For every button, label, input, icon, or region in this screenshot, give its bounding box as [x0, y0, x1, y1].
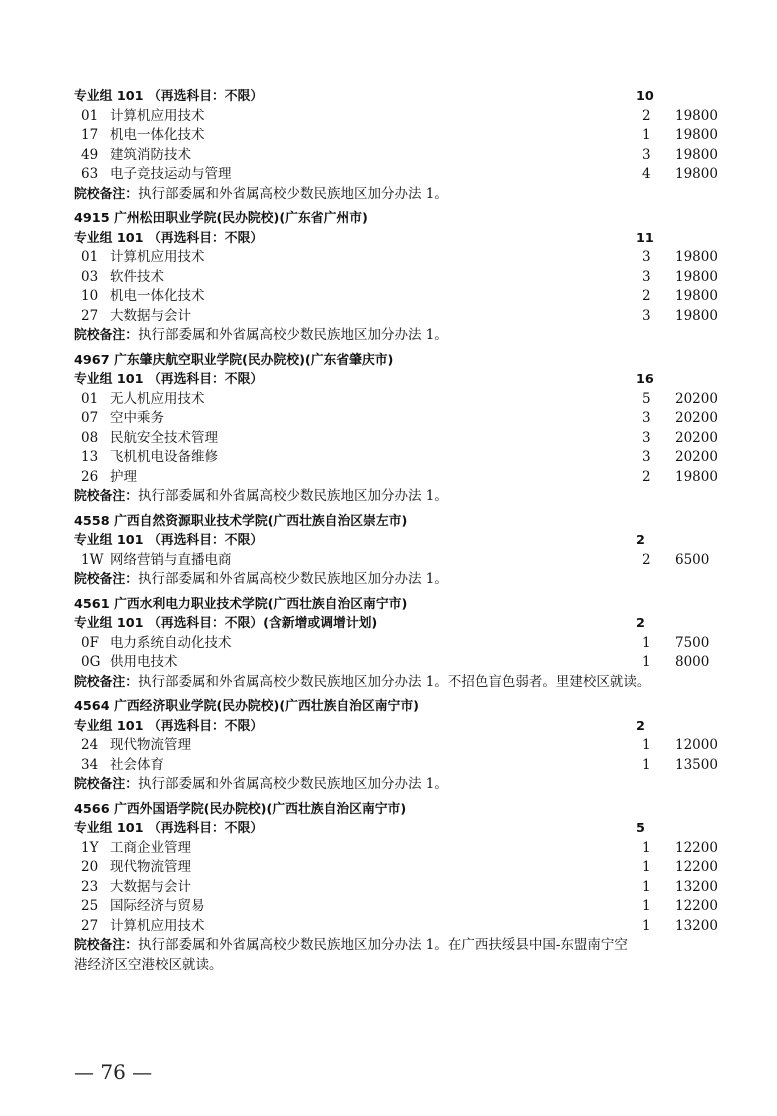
major-tuition: 7500: [675, 634, 710, 651]
major-plan-count: 2: [642, 288, 651, 304]
major-code: 24: [81, 737, 99, 753]
major-tuition: 20200: [675, 410, 718, 426]
major-code: 27: [81, 917, 99, 934]
school-block: [74, 697, 724, 795]
major-code: 1W: [81, 551, 104, 568]
major-tuition: 19800: [675, 468, 718, 485]
major-tuition: 20200: [675, 390, 718, 407]
major-row: [74, 429, 724, 449]
major-row: [74, 736, 724, 756]
major-name: 软件技术: [110, 268, 164, 285]
major-plan-count: 1: [642, 127, 651, 143]
major-plan-count: 3: [642, 449, 651, 465]
major-row: [74, 448, 724, 468]
major-row: [74, 390, 724, 410]
major-code: 08: [81, 429, 99, 446]
major-name: 社会体育: [110, 756, 164, 773]
group-plan-count: 10: [636, 89, 654, 104]
note-label: 院校备注：: [74, 489, 138, 504]
major-code: 07: [81, 410, 99, 426]
major-code: 0F: [81, 634, 99, 651]
major-code: 1Y: [81, 839, 99, 856]
major-row: [74, 634, 724, 654]
school-block: [74, 351, 724, 507]
major-name: 护理: [110, 468, 137, 485]
major-tuition: 19800: [675, 127, 718, 143]
major-code: 0G: [81, 654, 101, 670]
major-group-row: [74, 531, 724, 551]
major-group-row: [74, 614, 724, 634]
note-label: 院校备注：: [74, 777, 138, 792]
note-label: 院校备注：: [74, 328, 138, 343]
major-group-row: [74, 819, 724, 839]
major-name: 空中乘务: [110, 410, 164, 426]
school-block: [74, 87, 724, 204]
major-code: 23: [81, 878, 99, 895]
major-plan-count: 3: [642, 429, 651, 446]
major-name: 现代物流管理: [110, 859, 191, 875]
major-group-row: [74, 717, 724, 737]
note-label: 院校备注：: [74, 674, 138, 690]
major-tuition: 8000: [675, 654, 710, 670]
school-block: [74, 512, 724, 590]
major-row: [74, 756, 724, 776]
major-plan-count: 1: [642, 756, 651, 773]
major-code: 63: [81, 166, 99, 182]
major-tuition: 19800: [675, 268, 718, 285]
major-name: 计算机应用技术: [110, 249, 205, 265]
major-code: 01: [81, 107, 99, 124]
group-label: 专业组 101 （再选科目：不限）(含新增或调增计划): [74, 616, 378, 631]
major-name: 网络营销与直播电商: [110, 551, 232, 568]
major-tuition: 13200: [675, 917, 718, 934]
note-text-continued: 港经济区空港校区就读。: [74, 956, 223, 973]
school-block: [74, 800, 724, 976]
school-block: [74, 595, 724, 693]
major-plan-count: 1: [642, 654, 651, 670]
major-plan-count: 4: [642, 166, 651, 182]
major-tuition: 6500: [675, 551, 710, 568]
major-tuition: 13200: [675, 878, 718, 895]
major-code: 01: [81, 249, 99, 265]
school-heading: 4561 广西水利电力职业技术学院(广西壮族自治区南宁市): [74, 596, 408, 612]
major-code: 26: [81, 468, 99, 485]
major-name: 现代物流管理: [110, 737, 191, 753]
major-row: [74, 126, 724, 146]
school-note: [74, 326, 724, 346]
note-text: 执行部委属和外省属高校少数民族地区加分办法 1。: [137, 488, 448, 504]
major-code: 03: [81, 268, 99, 285]
major-name: 电力系统自动化技术: [110, 634, 232, 651]
major-tuition: 12000: [675, 737, 718, 753]
major-tuition: 12200: [675, 898, 718, 914]
major-name: 工商企业管理: [110, 839, 191, 856]
major-tuition: 19800: [675, 166, 718, 182]
major-tuition: 12200: [675, 839, 718, 856]
note-text: 执行部委属和外省属高校少数民族地区加分办法 1。: [137, 185, 448, 202]
major-tuition: 20200: [675, 429, 718, 446]
major-plan-count: 1: [642, 634, 651, 651]
major-name: 机电一体化技术: [110, 288, 205, 304]
group-plan-count: 2: [636, 718, 645, 734]
major-code: 10: [81, 288, 99, 304]
school-note: [74, 185, 724, 205]
major-name: 计算机应用技术: [110, 107, 205, 124]
major-plan-count: 2: [642, 551, 651, 568]
major-plan-count: 3: [642, 307, 651, 324]
major-plan-count: 1: [642, 839, 651, 856]
major-tuition: 19800: [675, 249, 718, 265]
major-row: [74, 307, 724, 327]
major-row: [74, 165, 724, 185]
major-tuition: 12200: [675, 859, 718, 875]
major-row: [74, 839, 724, 859]
major-row: [74, 107, 724, 127]
school-note: [74, 673, 724, 693]
major-tuition: 20200: [675, 449, 718, 465]
major-tuition: 19800: [675, 288, 718, 304]
major-row: [74, 897, 724, 917]
major-plan-count: 3: [642, 268, 651, 285]
school-heading: 4564 广西经济职业学院(民办院校)(广西壮族自治区南宁市): [74, 699, 419, 714]
page-number: — 76 —: [74, 1060, 153, 1084]
major-plan-count: 2: [642, 107, 651, 124]
major-code: 01: [81, 390, 99, 407]
school-heading: 4558 广西自然资源职业技术学院(广西壮族自治区崇左市): [74, 513, 408, 529]
school-note: [74, 775, 724, 795]
major-group-row: [74, 87, 724, 107]
major-row: [74, 146, 724, 166]
major-plan-count: 5: [642, 390, 651, 407]
major-name: 建筑消防技术: [110, 146, 191, 163]
major-row: [74, 653, 724, 673]
school-note: [74, 936, 724, 956]
major-plan-count: 3: [642, 410, 651, 426]
group-label: 专业组 101 （再选科目：不限）: [74, 533, 264, 548]
note-text: 执行部委属和外省属高校少数民族地区加分办法 1。: [137, 571, 448, 587]
major-name: 飞机机电设备维修: [110, 449, 218, 465]
major-tuition: 13500: [675, 756, 718, 773]
major-tuition: 19800: [675, 307, 718, 324]
major-name: 无人机应用技术: [110, 390, 205, 407]
major-group-row: [74, 229, 724, 249]
major-row: [74, 468, 724, 488]
school-heading: 4967 广东肇庆航空职业学院(民办院校)(广东省肇庆市): [74, 352, 394, 368]
note-text: 执行部委属和外省属高校少数民族地区加分办法 1。在广西扶绥县中国-东盟南宁空: [137, 937, 628, 953]
major-group-row: [74, 370, 724, 390]
school-heading: 4566 广西外国语学院(民办院校)(广西壮族自治区南宁市): [74, 801, 407, 817]
major-row: [74, 858, 724, 878]
major-plan-count: 1: [642, 898, 651, 914]
major-code: 34: [81, 756, 99, 773]
note-label: 院校备注：: [74, 572, 138, 587]
school-heading: 4915 广州松田职业学院(民办院校)(广东省广州市): [74, 211, 368, 226]
major-plan-count: 1: [642, 878, 651, 895]
group-plan-count: 11: [636, 230, 654, 246]
group-label: 专业组 101 （再选科目：不限）: [74, 230, 264, 246]
note-label: 院校备注：: [74, 186, 138, 202]
major-code: 17: [81, 127, 99, 143]
major-name: 大数据与会计: [110, 878, 191, 895]
group-label: 专业组 101 （再选科目：不限）: [74, 89, 264, 104]
major-code: 20: [81, 859, 99, 875]
major-name: 民航安全技术管理: [110, 429, 218, 446]
note-text: 执行部委属和外省属高校少数民族地区加分办法 1。不招色盲色弱者。里建校区就读。: [137, 673, 651, 690]
school-note: [74, 570, 724, 590]
group-plan-count: 16: [636, 372, 654, 387]
major-plan-count: 1: [642, 917, 651, 934]
note-text: 执行部委属和外省属高校少数民族地区加分办法 1。: [137, 327, 448, 343]
major-plan-count: 1: [642, 737, 651, 753]
major-code: 13: [81, 449, 99, 465]
major-row: [74, 551, 724, 571]
note-text: 执行部委属和外省属高校少数民族地区加分办法 1。: [137, 776, 448, 792]
group-plan-count: 5: [636, 821, 645, 836]
major-name: 计算机应用技术: [110, 917, 205, 934]
school-block: [74, 209, 724, 346]
note-label: 院校备注：: [74, 938, 138, 953]
major-plan-count: 1: [642, 859, 651, 875]
major-row: [74, 878, 724, 898]
major-row: [74, 917, 724, 937]
major-name: 供用电技术: [110, 654, 178, 670]
major-tuition: 19800: [675, 146, 718, 163]
group-plan-count: 2: [636, 616, 645, 631]
school-note: [74, 487, 724, 507]
major-row: [74, 248, 724, 268]
group-label: 专业组 101 （再选科目：不限）: [74, 821, 264, 836]
group-label: 专业组 101 （再选科目：不限）: [74, 718, 264, 734]
major-tuition: 19800: [675, 107, 718, 124]
major-name: 电子竞技运动与管理: [110, 166, 232, 182]
group-label: 专业组 101 （再选科目：不限）: [74, 372, 264, 387]
group-plan-count: 2: [636, 533, 645, 548]
major-row: [74, 409, 724, 429]
major-code: 49: [81, 146, 99, 163]
major-name: 大数据与会计: [110, 307, 191, 324]
major-name: 国际经济与贸易: [110, 898, 205, 914]
major-row: [74, 287, 724, 307]
major-code: 27: [81, 307, 99, 324]
major-plan-count: 3: [642, 249, 651, 265]
major-code: 25: [81, 898, 99, 914]
major-plan-count: 3: [642, 146, 651, 163]
major-plan-count: 2: [642, 468, 651, 485]
major-name: 机电一体化技术: [110, 127, 205, 143]
admission-plan-list: [74, 87, 724, 975]
major-row: [74, 268, 724, 288]
